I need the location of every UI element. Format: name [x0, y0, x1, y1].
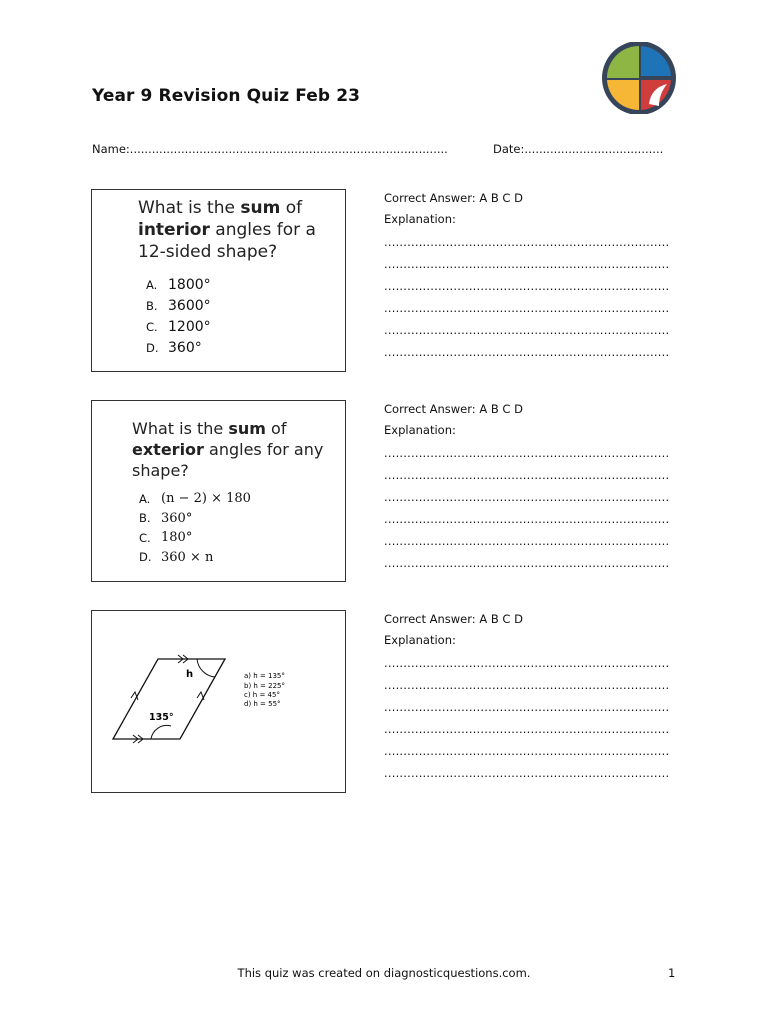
answer-options [146, 274, 211, 358]
explanation-line[interactable]: .......................................................................... [384, 512, 670, 526]
explanation-line[interactable]: .......................................................................... [384, 446, 670, 460]
explanation-line[interactable]: .......................................................................... [384, 257, 670, 271]
question-card [91, 189, 346, 372]
explanation-line[interactable]: .......................................................................... [384, 766, 670, 780]
explanation-line[interactable]: .......................................................................... [384, 722, 670, 736]
correct-answer-label[interactable]: Correct Answer: A B C D [384, 612, 523, 626]
explanation-line[interactable]: .......................................................................... [384, 279, 670, 293]
answer-area [384, 190, 674, 366]
page-number: 1 [668, 966, 676, 980]
quiz-title: Year 9 Revision Quiz Feb 23 [92, 86, 361, 106]
diagram-option: c) h = 45° [244, 691, 280, 699]
explanation-label: Explanation: [384, 212, 456, 226]
explanation-line[interactable]: .......................................................................... [384, 556, 670, 570]
date-field[interactable]: Date:...................................... [493, 142, 664, 156]
answer-options [139, 489, 251, 567]
option: B. 360° [139, 510, 193, 526]
explanation-line[interactable]: .......................................................................... [384, 656, 670, 670]
angle-h-label: h [186, 669, 194, 680]
diagram-option: d) h = 55° [244, 700, 281, 708]
footer-text: This quiz was created on diagnosticquestions.com. [237, 966, 531, 980]
parallelogram-diagram [92, 611, 345, 792]
explanation-line[interactable]: .......................................................................... [384, 323, 670, 337]
option: D. 360 × n [139, 549, 214, 565]
question-text: What is the sum of exterior angles for any shape? [132, 419, 324, 480]
angle-135-label: 135° [149, 712, 174, 723]
option: C. 180° [139, 530, 193, 546]
explanation-line[interactable]: .......................................................................... [384, 744, 670, 758]
diagnostic-questions-logo [601, 42, 677, 114]
question-card [91, 610, 346, 793]
explanation-line[interactable]: .......................................................................... [384, 301, 670, 315]
option: A. (n − 2) × 180 [139, 491, 251, 507]
explanation-line[interactable]: .......................................................................... [384, 534, 670, 548]
explanation-line[interactable]: .......................................................................... [384, 490, 670, 504]
diagram-option: b) h = 225° [244, 682, 286, 690]
correct-answer-label[interactable]: Correct Answer: A B C D [384, 402, 523, 416]
diagram-option: a) h = 135° [244, 672, 285, 680]
name-field[interactable]: Name:....................................................................................... [92, 142, 448, 156]
explanation-label: Explanation: [384, 423, 456, 437]
explanation-line[interactable]: .......................................................................... [384, 235, 670, 249]
question-card [91, 400, 346, 582]
correct-answer-label[interactable]: Correct Answer: A B C D [384, 191, 523, 205]
explanation-line[interactable]: .......................................................................... [384, 345, 670, 359]
explanation-line[interactable]: .......................................................................... [384, 468, 670, 482]
explanation-label: Explanation: [384, 633, 456, 647]
option: C. 1200° [146, 318, 211, 335]
option: A. 1800° [146, 276, 211, 293]
answer-area [384, 611, 674, 787]
explanation-line[interactable]: .......................................................................... [384, 678, 670, 692]
option: B. 3600° [146, 297, 211, 314]
question-text: What is the sum of interior angles for a 12-sided shape? [138, 198, 316, 262]
option: D. 360° [146, 339, 202, 356]
answer-area [384, 401, 674, 577]
explanation-line[interactable]: .......................................................................... [384, 700, 670, 714]
